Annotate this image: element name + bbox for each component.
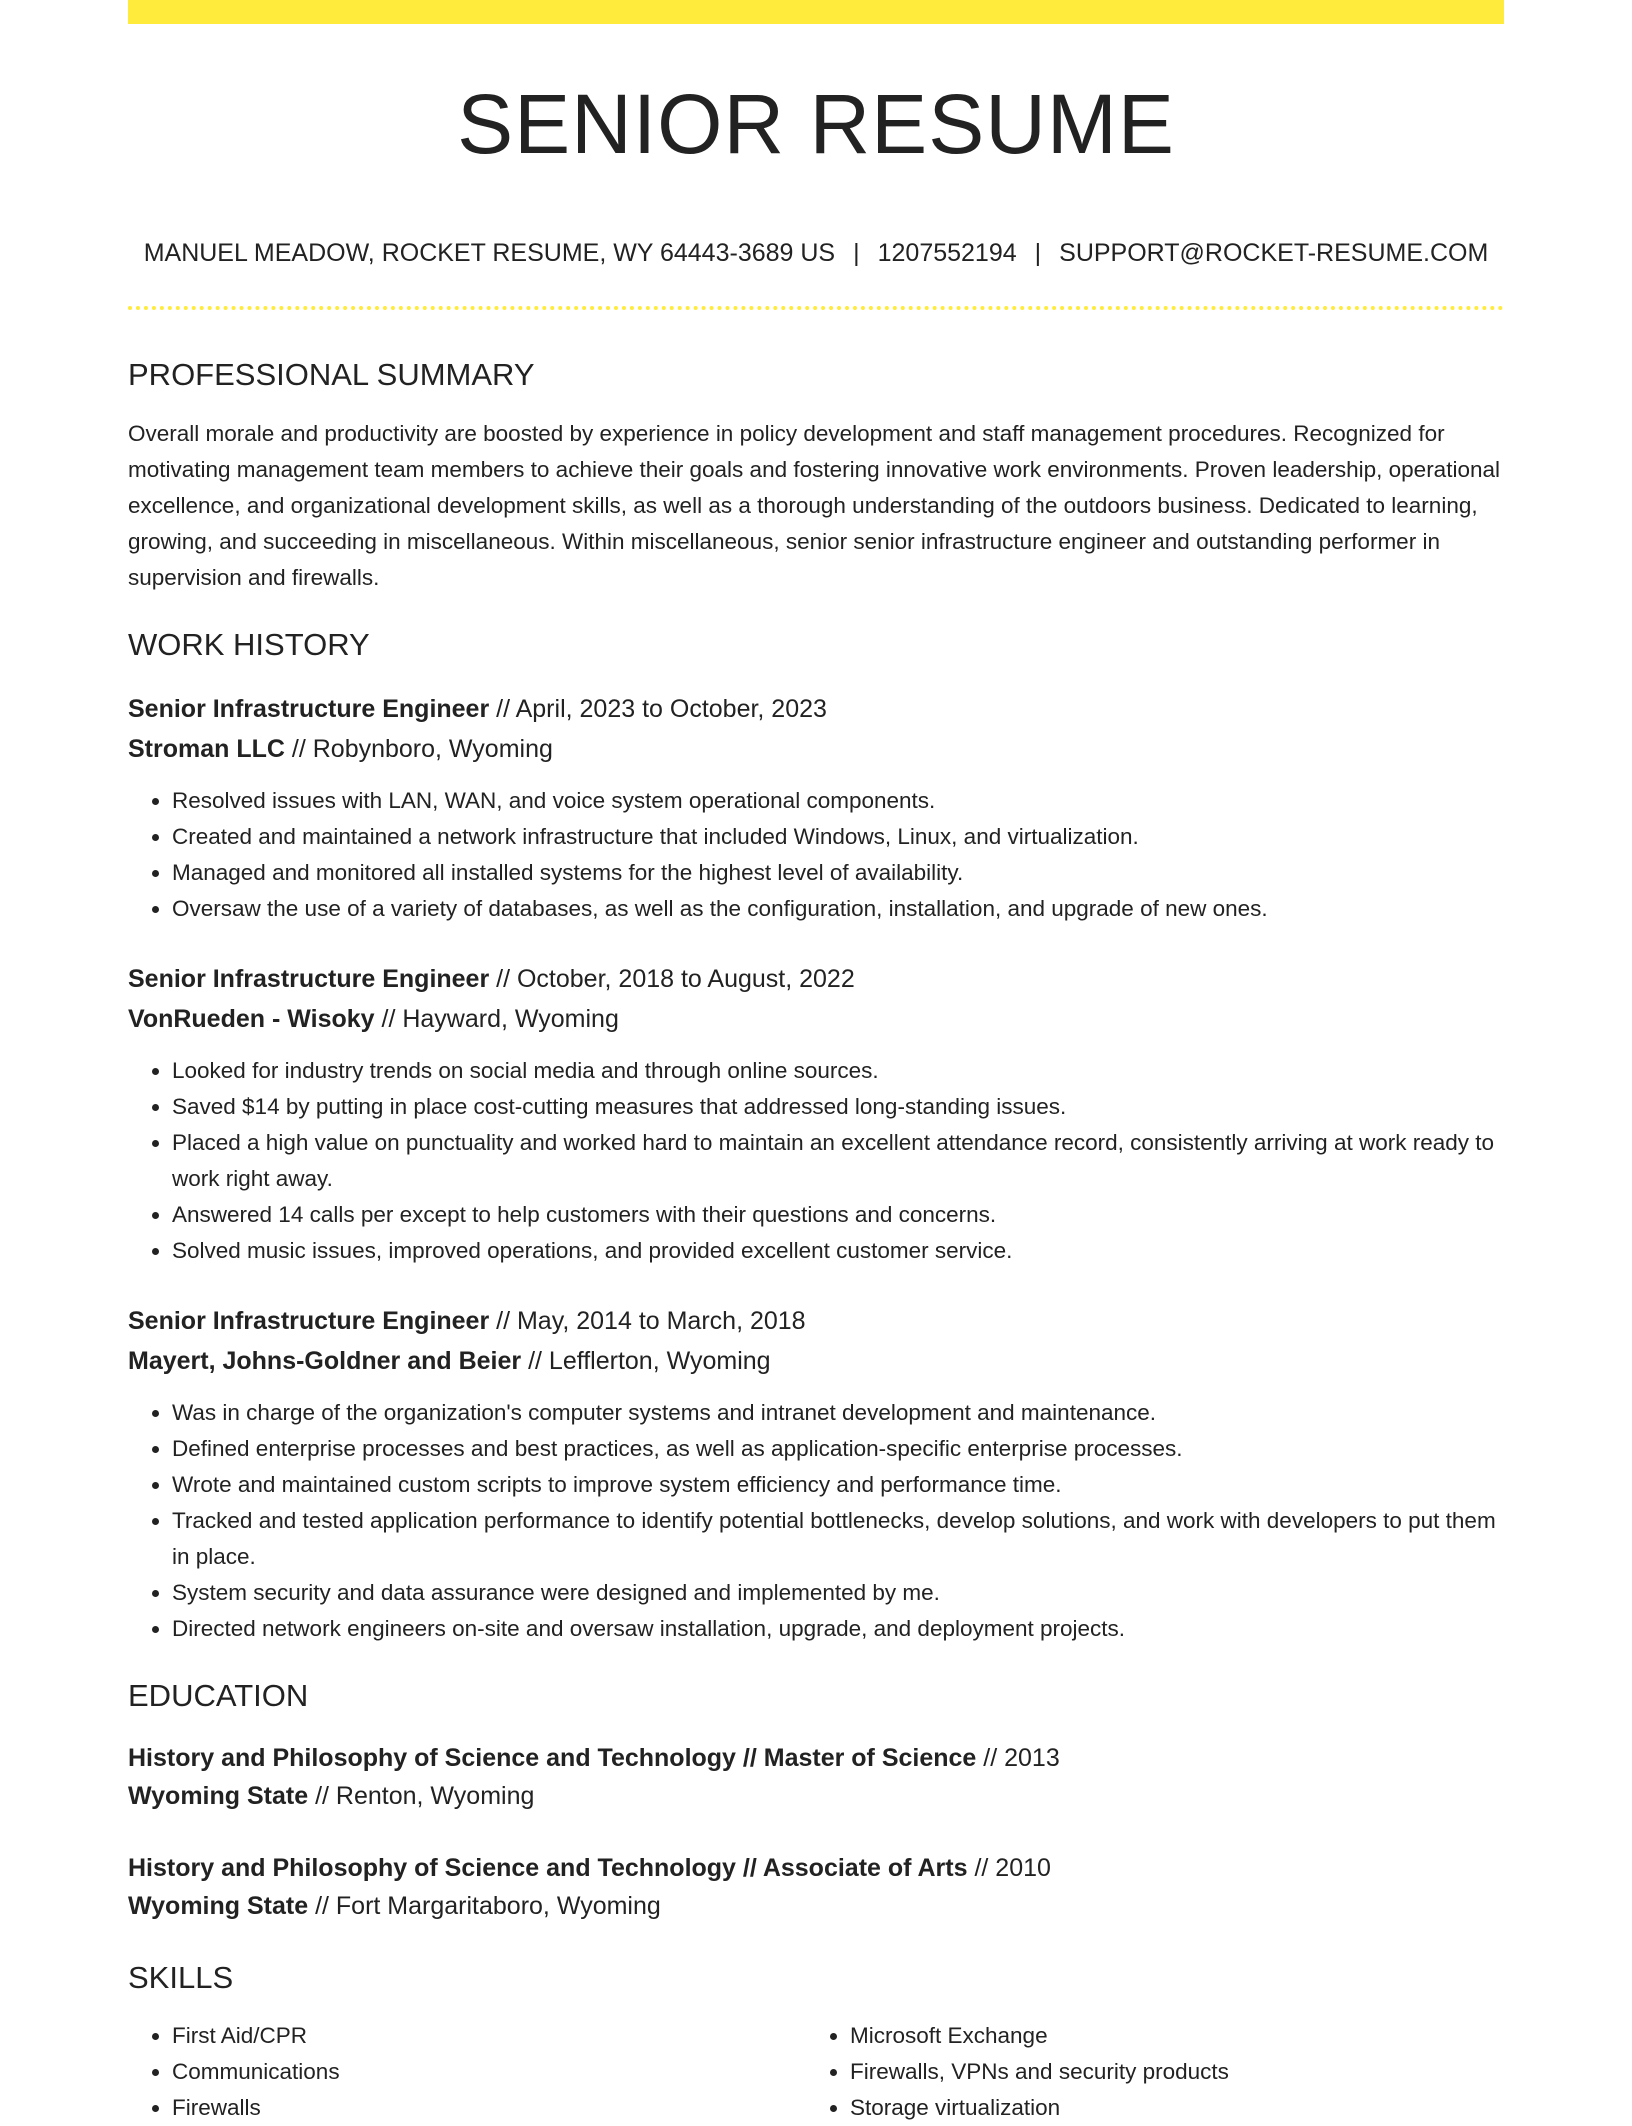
job-bullet: • Tracked and tested application performance to identify potential bottlenecks, develop solutions, and work with developers to put them in place. [172, 1503, 1504, 1575]
job-bullet: • Wrote and maintained custom scripts to improve system efficiency and performance time. [172, 1467, 1504, 1503]
job-bullet: • Oversaw the use of a variety of databases, as well as the configuration, installation, and upgrade of new ones. [172, 891, 1504, 927]
summary-text: Overall morale and productivity are boosted by experience in policy development and staff management procedures. Recognized for motivating management team members to achieve their goals and fostering innovative work environments. Proven leadership, operational excellence, and organizational development skills, as well as a thorough understanding of the outdoors business. Dedicated to learning, growing, and succeeding in miscellaneous. Within miscellaneous, senior senior infrastructure engineer and outstanding performer in supervision and firewalls. [128, 421, 1500, 591]
skill-item: • Firewalls, VPNs and security products [850, 2054, 1484, 2090]
job-dates: // May, 2014 to March, 2018 [489, 1307, 806, 1336]
resume-title: SENIOR RESUME [457, 77, 1175, 171]
education-degree-line [128, 1849, 1504, 1887]
job-role: Senior Infrastructure Engineer [128, 965, 490, 994]
skill-item: • First Aid/CPR [172, 2018, 806, 2054]
job-bullet: • Solved music issues, improved operations, and provided excellent customer service. [172, 1233, 1504, 1269]
job-role-line [128, 689, 1504, 729]
job-bullets [128, 1395, 1504, 1647]
summary-heading: PROFESSIONAL SUMMARY [128, 357, 535, 392]
job-bullets [128, 783, 1504, 927]
job-company: Stroman LLC [128, 735, 285, 764]
job-role-line [128, 959, 1504, 999]
job-bullet: • Was in charge of the organization's computer systems and intranet development and maintenance. [172, 1395, 1504, 1431]
job-bullet: • Directed network engineers on-site and oversaw installation, upgrade, and deployment projects. [172, 1611, 1504, 1647]
job-entry [128, 1301, 1504, 1647]
job-bullet: • Looked for industry trends on social media and through online sources. [172, 1053, 1504, 1089]
accent-bar [128, 0, 1504, 24]
job-location: // Hayward, Wyoming [374, 1005, 619, 1034]
job-dates: // April, 2023 to October, 2023 [489, 695, 827, 724]
job-entry [128, 959, 1504, 1269]
education-entry [128, 1849, 1504, 1925]
job-location: // Lefflerton, Wyoming [521, 1347, 771, 1376]
skills-column-left [128, 2018, 806, 2126]
contact-line [128, 238, 1504, 268]
skill-item: • Storage virtualization [850, 2090, 1484, 2126]
job-entry [128, 689, 1504, 927]
dotted-divider [128, 306, 1504, 310]
job-role: Senior Infrastructure Engineer [128, 1307, 490, 1336]
job-company: VonRueden - Wisoky [128, 1005, 375, 1034]
skills-grid [128, 2018, 1504, 2126]
job-company-line [128, 1341, 1504, 1381]
skills-heading: SKILLS [128, 1959, 234, 1995]
contact-phone: 1207552194 [877, 239, 1017, 267]
education-location: // Renton, Wyoming [308, 1781, 535, 1810]
education-school: Wyoming State [128, 1781, 309, 1810]
job-bullet: • Resolved issues with LAN, WAN, and voice system operational components. [172, 783, 1504, 819]
education-degree: History and Philosophy of Science and Technology // Master of Science [128, 1743, 977, 1772]
job-location: // Robynboro, Wyoming [284, 735, 553, 764]
contact-address: MANUEL MEADOW, ROCKET RESUME, WY 64443-3689 US [143, 239, 836, 267]
skills-column-right [806, 2018, 1484, 2126]
job-bullet: • Placed a high value on punctuality and worked hard to maintain an excellent attendance record, consistently arriving at work ready to work right away. [172, 1125, 1504, 1197]
resume-page [128, 0, 1504, 2126]
job-role: Senior Infrastructure Engineer [128, 695, 490, 724]
education-entry [128, 1739, 1504, 1815]
skill-item: • Firewalls [172, 2090, 806, 2126]
skill-item: • Microsoft Exchange [850, 2018, 1484, 2054]
education-heading: EDUCATION [128, 1678, 309, 1714]
education-year: // 2010 [967, 1853, 1051, 1882]
skill-item: • Communications [172, 2054, 806, 2090]
job-dates: // October, 2018 to August, 2022 [489, 965, 855, 994]
contact-email[interactable]: SUPPORT@ROCKET-RESUME.COM [1059, 239, 1489, 267]
contact-separator: | [1034, 239, 1042, 267]
education-degree-line [128, 1739, 1504, 1777]
job-company-line [128, 729, 1504, 769]
job-company-line [128, 999, 1504, 1039]
work-history-heading: WORK HISTORY [128, 627, 370, 663]
job-bullet: • Managed and monitored all installed systems for the highest level of availability. [172, 855, 1504, 891]
job-company: Mayert, Johns-Goldner and Beier [128, 1347, 522, 1376]
education-location: // Fort Margaritaboro, Wyoming [308, 1891, 661, 1920]
education-school-line [128, 1887, 1504, 1925]
job-bullets [128, 1053, 1504, 1269]
job-bullet: • Saved $14 by putting in place cost-cutting measures that addressed long-standing issues. [172, 1089, 1504, 1125]
job-bullet: • Answered 14 calls per except to help customers with their questions and concerns. [172, 1197, 1504, 1233]
contact-separator: | [853, 239, 860, 267]
education-degree: History and Philosophy of Science and Technology // Associate of Arts [128, 1853, 968, 1882]
education-school: Wyoming State [128, 1891, 309, 1920]
education-year: // 2013 [976, 1743, 1060, 1772]
job-role-line [128, 1301, 1504, 1341]
job-bullet: • Defined enterprise processes and best practices, as well as application-specific enterprise processes. [172, 1431, 1504, 1467]
job-bullet: • System security and data assurance were designed and implemented by me. [172, 1575, 1504, 1611]
education-school-line [128, 1777, 1504, 1815]
job-bullet: • Created and maintained a network infrastructure that included Windows, Linux, and virtualization. [172, 819, 1504, 855]
